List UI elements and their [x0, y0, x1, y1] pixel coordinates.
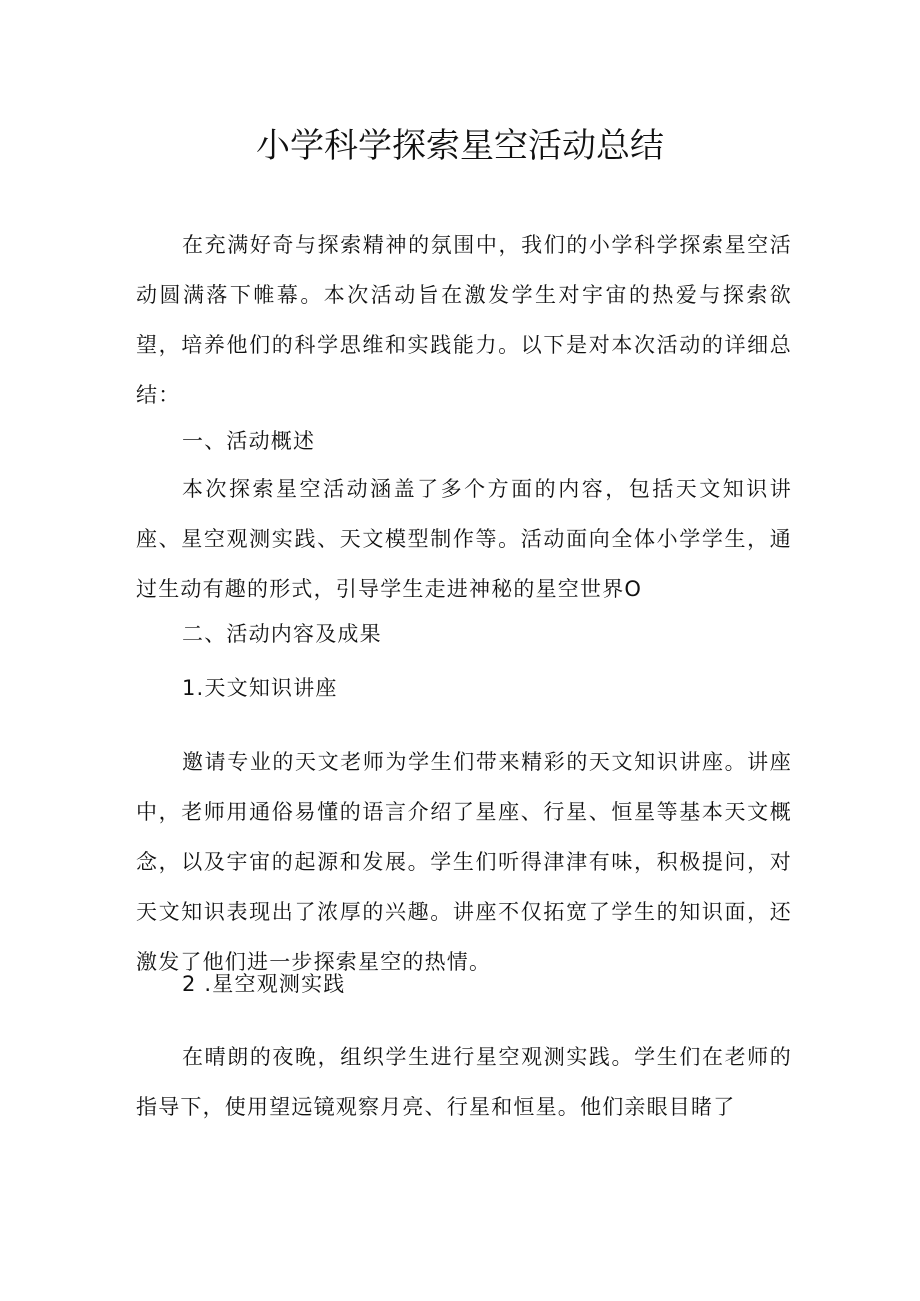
- item-1-heading: 1.天文知识讲座: [182, 676, 338, 700]
- section-1-heading: 一、活动概述: [182, 429, 316, 453]
- item-2-heading: 2 .星空观测实践: [182, 972, 346, 996]
- item-1-paragraph: 邀请专业的天文老师为学生们带来精彩的天文知识讲座。讲座中，老师用通俗易懂的语言介绍了星座、行星、恒星等基本天文概念，以及宇宙的起源和发展。学生们听得津津有味，积极提问，对天文知识表现出了浓厚的兴趣。讲座不仅拓宽了学生的知识面，还激发了他们进一步探索星空的热情。: [136, 750, 792, 974]
- intro-paragraph: 在充满好奇与探索精神的氛围中，我们的小学科学探索星空活动圆满落下帷幕。本次活动旨在激发学生对宇宙的热爱与探索欲望，培养他们的科学思维和实践能力。以下是对本次活动的详细总结：: [136, 233, 792, 407]
- document-title: 小学科学探索星空活动总结: [256, 126, 664, 166]
- section-2-heading: 二、活动内容及成果: [182, 622, 382, 646]
- section-1-paragraph: 本次探索星空活动涵盖了多个方面的内容，包括天文知识讲座、星空观测实践、天文模型制作等。活动面向全体小学学生，通过生动有趣的形式，引导学生走进神秘的星空世界O: [136, 477, 792, 601]
- item-2-paragraph: 在晴朗的夜晚，组织学生进行星空观测实践。学生们在老师的指导下，使用望远镜观察月亮、行星和恒星。他们亲眼目睹了: [136, 1045, 792, 1119]
